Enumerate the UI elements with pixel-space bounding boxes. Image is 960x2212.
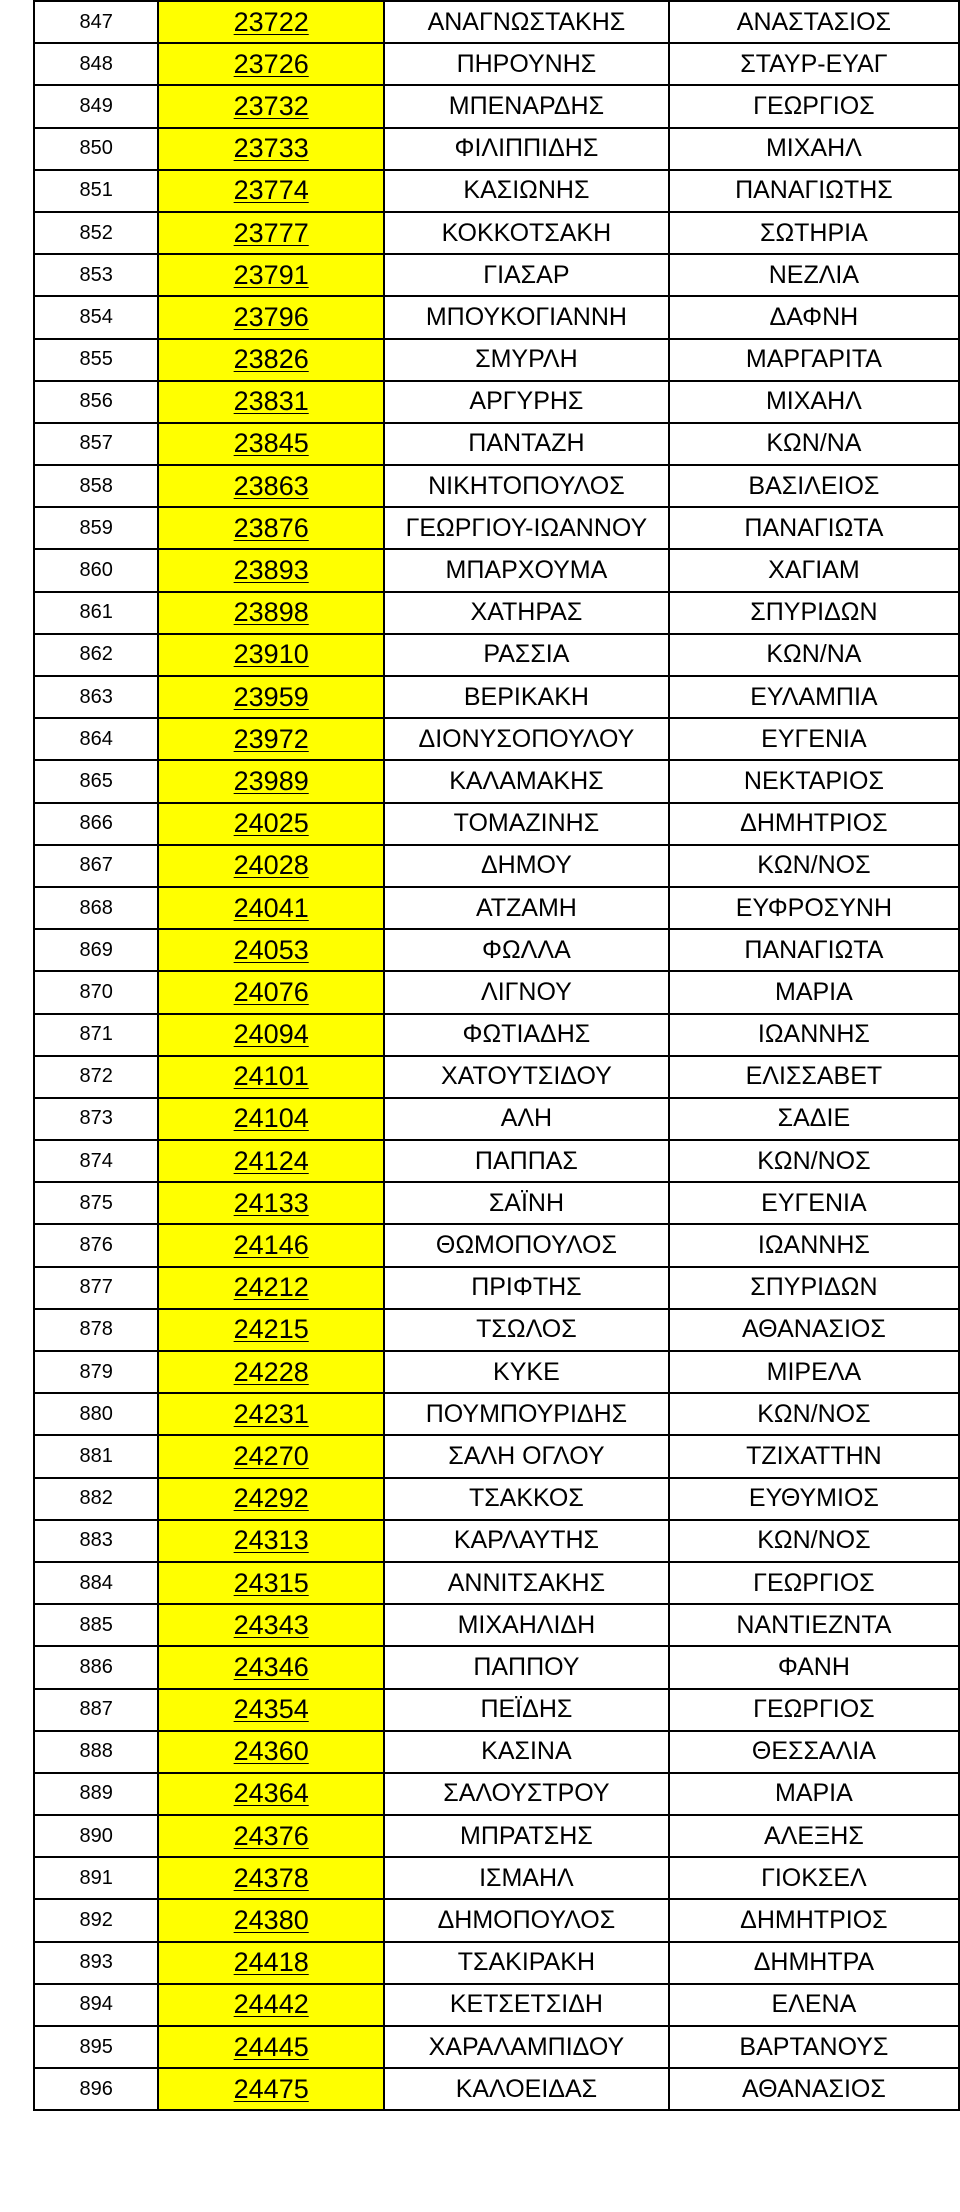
row-index-cell: 889 — [34, 1773, 158, 1815]
table-row — [34, 1942, 959, 1984]
row-index-cell: 886 — [34, 1646, 158, 1688]
first-name-cell: ΕΥΘΥΜΙΟΣ — [669, 1478, 959, 1520]
surname-cell: ΜΙΧΑΗΛΙΔΗ — [384, 1604, 669, 1646]
first-name-cell: ΔΑΦΝΗ — [669, 296, 959, 338]
surname-cell: ΚΕΤΣΕΤΣΙΔΗ — [384, 1984, 669, 2026]
table-row — [34, 170, 959, 212]
code-cell: 23726 — [158, 43, 384, 85]
first-name-cell: ΜΑΡΙΑ — [669, 971, 959, 1013]
code-cell: 23845 — [158, 423, 384, 465]
code-cell: 23972 — [158, 718, 384, 760]
surname-cell: ΑΡΓΥΡΗΣ — [384, 381, 669, 423]
code-cell: 23722 — [158, 1, 384, 43]
code-cell: 24292 — [158, 1478, 384, 1520]
code-cell: 24442 — [158, 1984, 384, 2026]
code-cell: 23791 — [158, 254, 384, 296]
first-name-cell: ΘΕΣΣΑΛΙΑ — [669, 1731, 959, 1773]
code-cell: 24445 — [158, 2026, 384, 2068]
table-row — [34, 465, 959, 507]
code-cell: 24215 — [158, 1309, 384, 1351]
row-index-cell: 891 — [34, 1857, 158, 1899]
code-cell: 23989 — [158, 760, 384, 802]
first-name-cell: ΑΝΑΣΤΑΣΙΟΣ — [669, 1, 959, 43]
first-name-cell: ΣΩΤΗΡΙΑ — [669, 212, 959, 254]
first-name-cell: ΚΩΝ/ΝΟΣ — [669, 1140, 959, 1182]
table-row — [34, 1646, 959, 1688]
code-cell: 24354 — [158, 1689, 384, 1731]
surname-cell: ΠΟΥΜΠΟΥΡΙΔΗΣ — [384, 1393, 669, 1435]
first-name-cell: ΠΑΝΑΓΙΩΤΑ — [669, 507, 959, 549]
row-index-cell: 879 — [34, 1351, 158, 1393]
code-cell: 24146 — [158, 1224, 384, 1266]
table-row — [34, 676, 959, 718]
table-row — [34, 254, 959, 296]
table-row — [34, 887, 959, 929]
code-cell: 23959 — [158, 676, 384, 718]
row-index-cell: 862 — [34, 634, 158, 676]
row-index-cell: 877 — [34, 1267, 158, 1309]
results-table-body — [34, 1, 959, 2110]
table-row — [34, 212, 959, 254]
code-cell: 24475 — [158, 2068, 384, 2110]
surname-cell: ΓΕΩΡΓΙΟΥ-ΙΩΑΝΝΟΥ — [384, 507, 669, 549]
table-row — [34, 549, 959, 591]
row-index-cell: 873 — [34, 1098, 158, 1140]
table-row — [34, 760, 959, 802]
surname-cell: ΠΗΡΟΥΝΗΣ — [384, 43, 669, 85]
code-cell: 24315 — [158, 1562, 384, 1604]
table-row — [34, 803, 959, 845]
surname-cell: ΚΑΛΑΜΑΚΗΣ — [384, 760, 669, 802]
surname-cell: ΚΑΣΙΩΝΗΣ — [384, 170, 669, 212]
surname-cell: ΔΗΜΟΥ — [384, 845, 669, 887]
table-row — [34, 1689, 959, 1731]
row-index-cell: 849 — [34, 85, 158, 127]
code-cell: 24378 — [158, 1857, 384, 1899]
surname-cell: ΠΑΝΤΑΖΗ — [384, 423, 669, 465]
row-index-cell: 858 — [34, 465, 158, 507]
row-index-cell: 871 — [34, 1014, 158, 1056]
row-index-cell: 885 — [34, 1604, 158, 1646]
table-row — [34, 1773, 959, 1815]
row-index-cell: 848 — [34, 43, 158, 85]
surname-cell: ΣΜΥΡΛΗ — [384, 339, 669, 381]
code-cell: 24364 — [158, 1773, 384, 1815]
surname-cell: ΣΑΪΝΗ — [384, 1182, 669, 1224]
code-cell: 23893 — [158, 549, 384, 591]
first-name-cell: ΓΙΟΚΣΕΛ — [669, 1857, 959, 1899]
row-index-cell: 868 — [34, 887, 158, 929]
table-row — [34, 43, 959, 85]
first-name-cell: ΜΙΧΑΗΛ — [669, 128, 959, 170]
code-cell: 24376 — [158, 1815, 384, 1857]
surname-cell: ΔΗΜΟΠΟΥΛΟΣ — [384, 1899, 669, 1941]
table-row — [34, 85, 959, 127]
first-name-cell: ΙΩΑΝΝΗΣ — [669, 1014, 959, 1056]
code-cell: 23876 — [158, 507, 384, 549]
surname-cell: ΤΣΑΚΚΟΣ — [384, 1478, 669, 1520]
first-name-cell: ΝΕΚΤΑΡΙΟΣ — [669, 760, 959, 802]
surname-cell: ΠΑΠΠΟΥ — [384, 1646, 669, 1688]
surname-cell: ΚΥΚΕ — [384, 1351, 669, 1393]
row-index-cell: 882 — [34, 1478, 158, 1520]
first-name-cell: ΜΙΡΕΛΑ — [669, 1351, 959, 1393]
code-cell: 23826 — [158, 339, 384, 381]
first-name-cell: ΣΤΑΥΡ-ΕΥΑΓ — [669, 43, 959, 85]
code-cell: 23898 — [158, 592, 384, 634]
code-cell: 24101 — [158, 1056, 384, 1098]
row-index-cell: 863 — [34, 676, 158, 718]
row-index-cell: 861 — [34, 592, 158, 634]
row-index-cell: 881 — [34, 1435, 158, 1477]
row-index-cell: 850 — [34, 128, 158, 170]
first-name-cell: ΣΑΔΙΕ — [669, 1098, 959, 1140]
code-cell: 24104 — [158, 1098, 384, 1140]
table-row — [34, 1520, 959, 1562]
first-name-cell: ΠΑΝΑΓΙΩΤΗΣ — [669, 170, 959, 212]
surname-cell: ΛΙΓΝΟΥ — [384, 971, 669, 1013]
surname-cell: ΑΛΗ — [384, 1098, 669, 1140]
code-cell: 24380 — [158, 1899, 384, 1941]
surname-cell: ΧΑΤΟΥΤΣΙΔΟΥ — [384, 1056, 669, 1098]
first-name-cell: ΚΩΝ/ΝΟΣ — [669, 1393, 959, 1435]
table-row — [34, 1224, 959, 1266]
first-name-cell: ΕΛΙΣΣΑΒΕΤ — [669, 1056, 959, 1098]
first-name-cell: ΠΑΝΑΓΙΩΤΑ — [669, 929, 959, 971]
first-name-cell: ΒΑΡΤΑΝΟΥΣ — [669, 2026, 959, 2068]
table-row — [34, 339, 959, 381]
code-cell: 23863 — [158, 465, 384, 507]
table-row — [34, 845, 959, 887]
table-row — [34, 1857, 959, 1899]
surname-cell: ΚΟΚΚΟΤΣΑΚΗ — [384, 212, 669, 254]
code-cell: 24212 — [158, 1267, 384, 1309]
row-index-cell: 864 — [34, 718, 158, 760]
code-cell: 24418 — [158, 1942, 384, 1984]
first-name-cell: ΚΩΝ/ΝΑ — [669, 423, 959, 465]
first-name-cell: ΜΙΧΑΗΛ — [669, 381, 959, 423]
row-index-cell: 892 — [34, 1899, 158, 1941]
surname-cell: ΚΑΡΛΑΥΤΗΣ — [384, 1520, 669, 1562]
row-index-cell: 887 — [34, 1689, 158, 1731]
surname-cell: ΦΙΛΙΠΠΙΔΗΣ — [384, 128, 669, 170]
first-name-cell: ΜΑΡΓΑΡΙΤΑ — [669, 339, 959, 381]
first-name-cell: ΕΥΓΕΝΙΑ — [669, 718, 959, 760]
row-index-cell: 888 — [34, 1731, 158, 1773]
table-row — [34, 1267, 959, 1309]
surname-cell: ΤΣΑΚΙΡΑΚΗ — [384, 1942, 669, 1984]
row-index-cell: 875 — [34, 1182, 158, 1224]
surname-cell: ΚΑΛΟΕΙΔΑΣ — [384, 2068, 669, 2110]
table-row — [34, 507, 959, 549]
first-name-cell: ΓΕΩΡΓΙΟΣ — [669, 85, 959, 127]
table-row — [34, 634, 959, 676]
surname-cell: ΜΠΡΑΤΣΗΣ — [384, 1815, 669, 1857]
surname-cell: ΣΑΛΟΥΣΤΡΟΥ — [384, 1773, 669, 1815]
first-name-cell: ΕΥΦΡΟΣΥΝΗ — [669, 887, 959, 929]
surname-cell: ΧΑΡΑΛΑΜΠΙΔΟΥ — [384, 2026, 669, 2068]
surname-cell: ΘΩΜΟΠΟΥΛΟΣ — [384, 1224, 669, 1266]
first-name-cell: ΦΑΝΗ — [669, 1646, 959, 1688]
row-index-cell: 890 — [34, 1815, 158, 1857]
table-row — [34, 1393, 959, 1435]
table-row — [34, 929, 959, 971]
first-name-cell: ΔΗΜΗΤΡΙΟΣ — [669, 803, 959, 845]
row-index-cell: 851 — [34, 170, 158, 212]
surname-cell: ΡΑΣΣΙΑ — [384, 634, 669, 676]
surname-cell: ΙΣΜΑΗΛ — [384, 1857, 669, 1899]
row-index-cell: 865 — [34, 760, 158, 802]
table-row — [34, 1182, 959, 1224]
code-cell: 24270 — [158, 1435, 384, 1477]
surname-cell: ΦΩΤΙΑΔΗΣ — [384, 1014, 669, 1056]
code-cell: 24228 — [158, 1351, 384, 1393]
table-row — [34, 1731, 959, 1773]
table-row — [34, 1014, 959, 1056]
row-index-cell: 856 — [34, 381, 158, 423]
first-name-cell: ΕΥΛΑΜΠΙΑ — [669, 676, 959, 718]
first-name-cell: ΔΗΜΗΤΡΙΟΣ — [669, 1899, 959, 1941]
first-name-cell: ΕΛΕΝΑ — [669, 1984, 959, 2026]
first-name-cell: ΜΑΡΙΑ — [669, 1773, 959, 1815]
surname-cell: ΒΕΡΙΚΑΚΗ — [384, 676, 669, 718]
code-cell: 24028 — [158, 845, 384, 887]
row-index-cell: 866 — [34, 803, 158, 845]
row-index-cell: 880 — [34, 1393, 158, 1435]
code-cell: 23774 — [158, 170, 384, 212]
surname-cell: ΤΣΩΛΟΣ — [384, 1309, 669, 1351]
row-index-cell: 855 — [34, 339, 158, 381]
table-row — [34, 2026, 959, 2068]
table-row — [34, 423, 959, 465]
table-row — [34, 1, 959, 43]
table-row — [34, 1899, 959, 1941]
code-cell: 23732 — [158, 85, 384, 127]
code-cell: 23733 — [158, 128, 384, 170]
code-cell: 24041 — [158, 887, 384, 929]
code-cell: 24343 — [158, 1604, 384, 1646]
code-cell: 24360 — [158, 1731, 384, 1773]
table-row — [34, 1351, 959, 1393]
row-index-cell: 884 — [34, 1562, 158, 1604]
row-index-cell: 893 — [34, 1942, 158, 1984]
row-index-cell: 847 — [34, 1, 158, 43]
code-cell: 23910 — [158, 634, 384, 676]
table-row — [34, 1056, 959, 1098]
table-row — [34, 1562, 959, 1604]
code-cell: 24313 — [158, 1520, 384, 1562]
first-name-cell: ΚΩΝ/ΝΑ — [669, 634, 959, 676]
first-name-cell: ΚΩΝ/ΝΟΣ — [669, 845, 959, 887]
surname-cell: ΚΑΣΙΝΑ — [384, 1731, 669, 1773]
code-cell: 23796 — [158, 296, 384, 338]
first-name-cell: ΣΠΥΡΙΔΩΝ — [669, 592, 959, 634]
code-cell: 23777 — [158, 212, 384, 254]
table-row — [34, 1098, 959, 1140]
code-cell: 24094 — [158, 1014, 384, 1056]
surname-cell: ΝΙΚΗΤΟΠΟΥΛΟΣ — [384, 465, 669, 507]
first-name-cell: ΣΠΥΡΙΔΩΝ — [669, 1267, 959, 1309]
row-index-cell: 859 — [34, 507, 158, 549]
table-row — [34, 971, 959, 1013]
table-row — [34, 2068, 959, 2110]
surname-cell: ΧΑΤΗΡΑΣ — [384, 592, 669, 634]
surname-cell: ΦΩΛΛΑ — [384, 929, 669, 971]
code-cell: 24053 — [158, 929, 384, 971]
first-name-cell: ΓΕΩΡΓΙΟΣ — [669, 1689, 959, 1731]
first-name-cell: ΑΘΑΝΑΣΙΟΣ — [669, 2068, 959, 2110]
first-name-cell: ΔΗΜΗΤΡΑ — [669, 1942, 959, 1984]
table-row — [34, 1309, 959, 1351]
code-cell: 24076 — [158, 971, 384, 1013]
row-index-cell: 872 — [34, 1056, 158, 1098]
table-row — [34, 592, 959, 634]
row-index-cell: 853 — [34, 254, 158, 296]
first-name-cell: ΓΕΩΡΓΙΟΣ — [669, 1562, 959, 1604]
surname-cell: ΠΕΪΔΗΣ — [384, 1689, 669, 1731]
row-index-cell: 878 — [34, 1309, 158, 1351]
first-name-cell: ΚΩΝ/ΝΟΣ — [669, 1520, 959, 1562]
surname-cell: ΠΡΙΦΤΗΣ — [384, 1267, 669, 1309]
row-index-cell: 869 — [34, 929, 158, 971]
surname-cell: ΜΠΕΝΑΡΔΗΣ — [384, 85, 669, 127]
first-name-cell: ΒΑΣΙΛΕΙΟΣ — [669, 465, 959, 507]
surname-cell: ΜΠΑΡΧΟΥΜΑ — [384, 549, 669, 591]
table-row — [34, 1984, 959, 2026]
code-cell: 24133 — [158, 1182, 384, 1224]
row-index-cell: 896 — [34, 2068, 158, 2110]
row-index-cell: 857 — [34, 423, 158, 465]
code-cell: 24346 — [158, 1646, 384, 1688]
table-row — [34, 1435, 959, 1477]
surname-cell: ΠΑΠΠΑΣ — [384, 1140, 669, 1182]
surname-cell: ΜΠΟΥΚΟΓΙΑΝΝΗ — [384, 296, 669, 338]
surname-cell: ΣΑΛΗ ΟΓΛΟΥ — [384, 1435, 669, 1477]
first-name-cell: ΤΖΙΧΑΤΤΗΝ — [669, 1435, 959, 1477]
code-cell: 23831 — [158, 381, 384, 423]
row-index-cell: 870 — [34, 971, 158, 1013]
row-index-cell: 876 — [34, 1224, 158, 1266]
table-row — [34, 1478, 959, 1520]
table-row — [34, 128, 959, 170]
row-index-cell: 895 — [34, 2026, 158, 2068]
row-index-cell: 860 — [34, 549, 158, 591]
first-name-cell: ΑΘΑΝΑΣΙΟΣ — [669, 1309, 959, 1351]
row-index-cell: 867 — [34, 845, 158, 887]
table-row — [34, 296, 959, 338]
code-cell: 24025 — [158, 803, 384, 845]
first-name-cell: ΝΑΝΤΙΕΖΝΤΑ — [669, 1604, 959, 1646]
surname-cell: ΓΙΑΣΑΡ — [384, 254, 669, 296]
code-cell: 24231 — [158, 1393, 384, 1435]
row-index-cell: 874 — [34, 1140, 158, 1182]
row-index-cell: 852 — [34, 212, 158, 254]
first-name-cell: ΧΑΓΙΑΜ — [669, 549, 959, 591]
table-row — [34, 718, 959, 760]
code-cell: 24124 — [158, 1140, 384, 1182]
surname-cell: ΑΤΖΑΜΗ — [384, 887, 669, 929]
first-name-cell: ΑΛΕΞΗΣ — [669, 1815, 959, 1857]
row-index-cell: 883 — [34, 1520, 158, 1562]
surname-cell: ΑΝΝΙΤΣΑΚΗΣ — [384, 1562, 669, 1604]
row-index-cell: 854 — [34, 296, 158, 338]
table-row — [34, 1604, 959, 1646]
first-name-cell: ΕΥΓΕΝΙΑ — [669, 1182, 959, 1224]
first-name-cell: ΝΕΖΛΙΑ — [669, 254, 959, 296]
table-row — [34, 1140, 959, 1182]
table-row — [34, 381, 959, 423]
row-index-cell: 894 — [34, 1984, 158, 2026]
results-table — [33, 0, 960, 2111]
first-name-cell: ΙΩΑΝΝΗΣ — [669, 1224, 959, 1266]
surname-cell: ΤΟΜΑΖΙΝΗΣ — [384, 803, 669, 845]
surname-cell: ΔΙΟΝΥΣΟΠΟΥΛΟΥ — [384, 718, 669, 760]
surname-cell: ΑΝΑΓΝΩΣΤΑΚΗΣ — [384, 1, 669, 43]
table-row — [34, 1815, 959, 1857]
